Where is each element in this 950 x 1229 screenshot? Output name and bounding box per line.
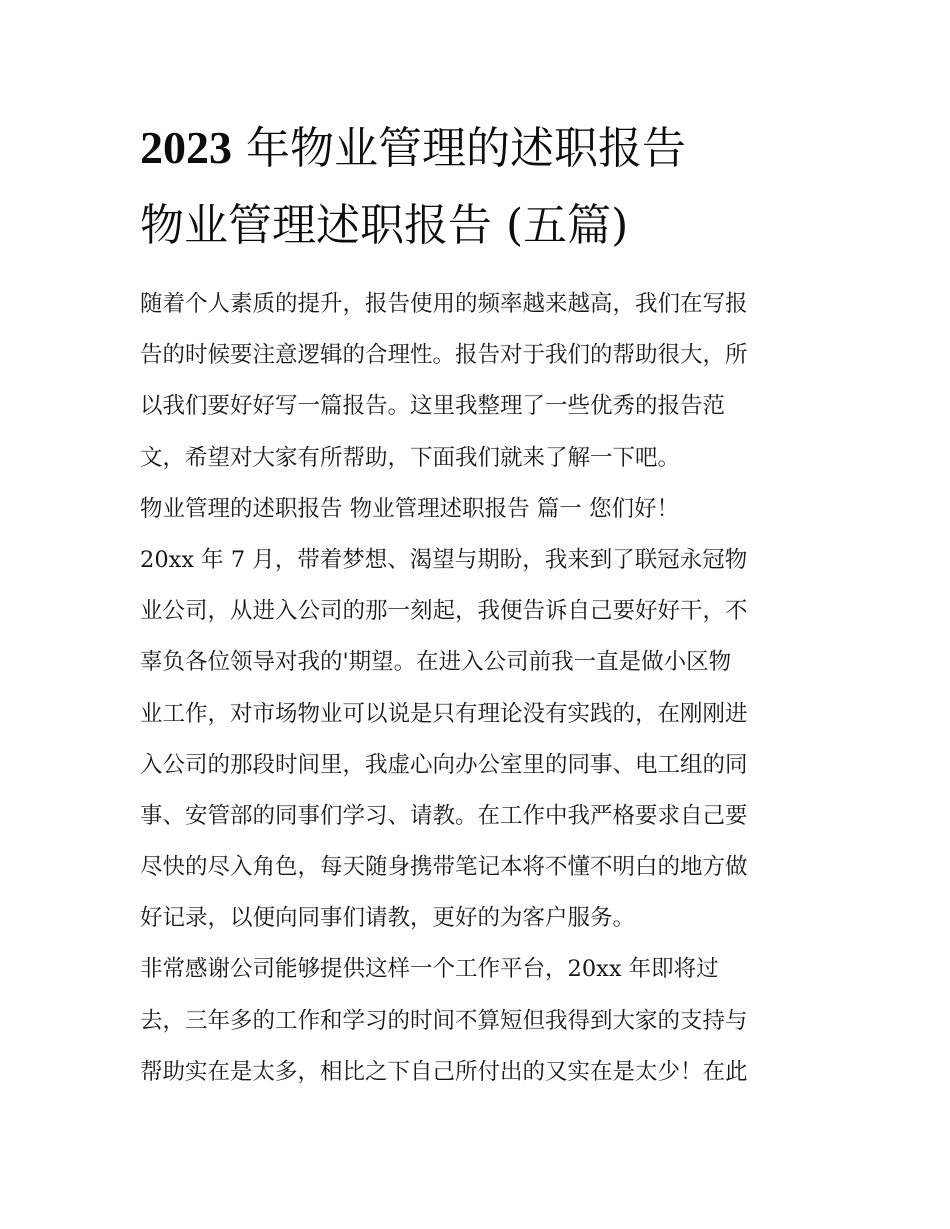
body-line: 好记录，以便向同事们请教，更好的为客户服务。 <box>140 905 636 932</box>
body-line: 告的时候要注意逻辑的合理性。报告对于我们的帮助很大，所 <box>140 342 748 369</box>
body-line: 非常感谢公司能够提供这样一个工作平台，20xx 年即将过 <box>140 956 719 983</box>
body-line: 尽快的尽入角色，每天随身携带笔记本将不懂不明白的地方做 <box>140 854 748 881</box>
body-line: 去，三年多的工作和学习的时间不算短但我得到大家的支持与 <box>140 1007 748 1034</box>
body-line: 业工作，对市场物业可以说是只有理论没有实践的，在刚刚进 <box>140 700 748 727</box>
title-year: 2023 <box>140 122 232 173</box>
body-line: 随着个人素质的提升，报告使用的频率越来越高，我们在写报 <box>140 291 748 317</box>
body-line: 以我们要好好写一篇报告。这里我整理了一些优秀的报告范 <box>140 393 726 420</box>
body-line: 文，希望对大家有所帮助，下面我们就来了解一下吧。 <box>140 444 681 471</box>
body-line: 辜负各位领导对我的'期望。在进入公司前我一直是做小区物 <box>140 649 732 676</box>
body-line: 20xx 年 7 月，带着梦想、渴望与期盼，我来到了联冠永冠物 <box>140 546 748 573</box>
document-title <box>140 118 840 179</box>
body-line: 业公司，从进入公司的那一刻起，我便告诉自己要好好干，不 <box>140 598 748 625</box>
body-line: 入公司的那段时间里，我虚心向办公室里的同事、电工组的同 <box>140 751 748 778</box>
body-line: 帮助实在是太多，相比之下自己所付出的又实在是太少！在此 <box>140 1058 748 1085</box>
title-text: 年物业管理的述职报告 <box>232 123 686 174</box>
document-subtitle: 物业管理述职报告 (五篇) <box>140 200 629 251</box>
section-heading-line: 物业管理的述职报告 物业管理述职报告 篇一 您们好！ <box>140 495 679 522</box>
document-body <box>140 279 820 1098</box>
body-line: 事、安管部的同事们学习、请教。在工作中我严格要求自己要 <box>140 802 748 829</box>
